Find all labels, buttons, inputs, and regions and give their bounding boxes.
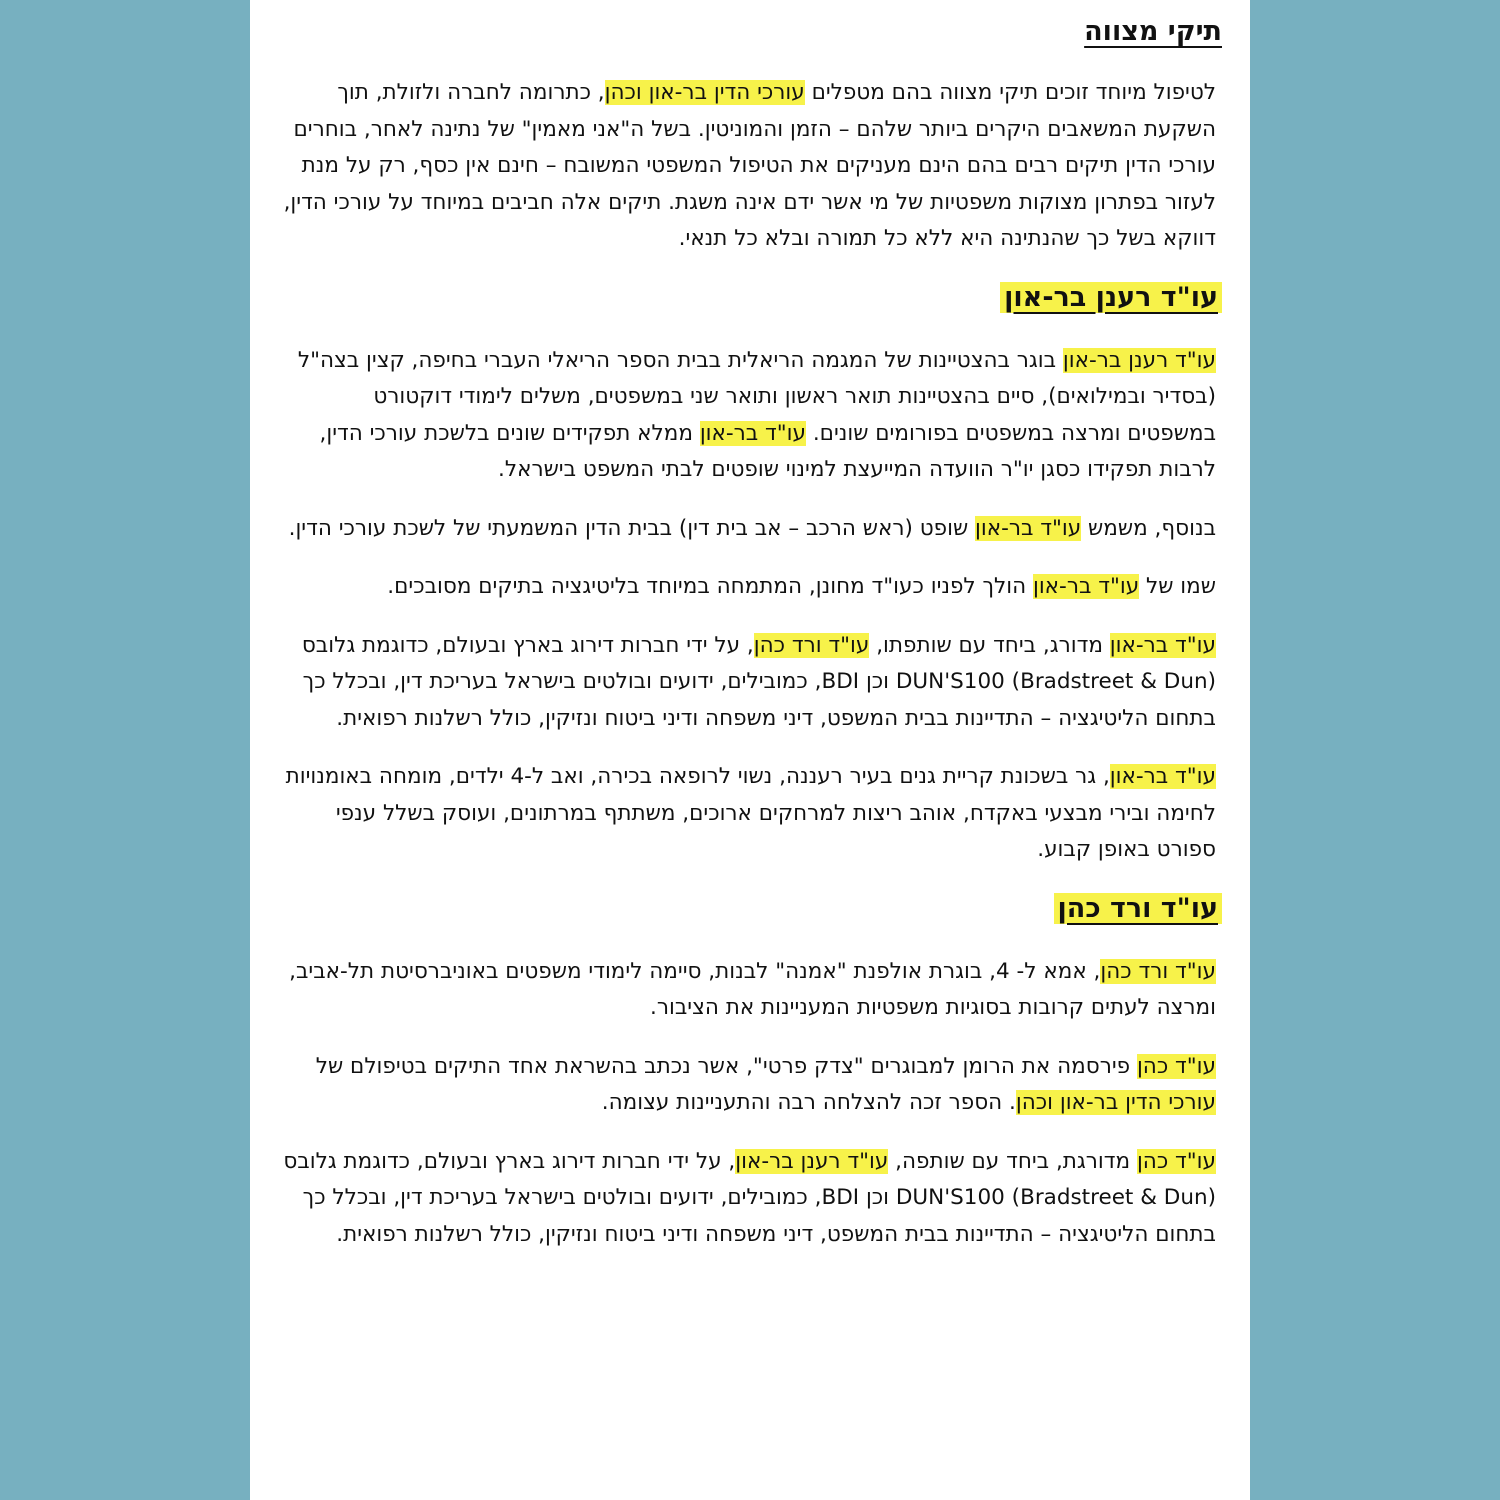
paragraph-text: בוגר בהצטיינות של המגמה הריאלית בבית הספר הריאלי העברי בחיפה, קצין בצה"ל (בסדיר ובמילואים), סיים בהצטיינות תואר ראשון ותואר שני במשפטים, משלים לימודי דוקטורט במשפטים ומרצה במשפטים בפורומים שונים. (297, 347, 1216, 446)
rating-company-name: DUN'S100 (Bradstreet & Dun) (895, 669, 1216, 694)
paragraph-text: שמו של (1139, 574, 1216, 599)
document-page (250, 0, 1250, 1500)
rating-company-name: DUN'S100 (Bradstreet & Dun) (895, 1185, 1216, 1210)
vered-paragraph-2 (278, 1049, 1222, 1122)
intro-text-1: לטיפול מיוחד זוכים תיקי מצווה בהם מטפלים (804, 80, 1216, 105)
raanan-paragraph-1 (278, 343, 1222, 489)
highlight-name: עו"ד כהן (1136, 1148, 1216, 1174)
paragraph-text: מדורג, ביחד עם שותפתו, (869, 632, 1110, 658)
vered-paragraph-3 (278, 1144, 1222, 1254)
paragraph-text: , אמא ל- 4, בוגרת אולפנת "אמנה" לבנות, סיימה לימודי משפטים באוניברסיטת תל-אביב, ומרצה לעתים קרובות בסוגיות משפטיות המעניינות את הציבור. (289, 958, 1216, 1020)
section-heading-vered-text: עו"ד ורד כהן (1054, 893, 1223, 924)
paragraph-text: , על ידי חברות דירוג בארץ ובעולם, כדוגמת גלובס (301, 632, 754, 658)
paragraph-text: מדורגת, ביחד עם שותפה, (888, 1148, 1137, 1174)
highlight-lawyers-names: עורכי הדין בר-און וכהן (604, 80, 805, 105)
vered-paragraph-1 (278, 954, 1222, 1027)
raanan-paragraph-2 (278, 511, 1222, 548)
paragraph-text: הולך לפניו כעו"ד מחונן, המתמחה במיוחד בליטיגציה בתיקים מסובכים. (387, 574, 1033, 599)
document-content (278, 16, 1222, 1275)
highlight-name: עו"ד כהן (1136, 1053, 1216, 1079)
paragraph-text: שופט (ראש הרכב – אב בית דין) בבית הדין המשמעתי של לשכת עורכי הדין. (288, 515, 976, 541)
highlight-name: עו"ד רענן בר-און (735, 1148, 889, 1174)
highlight-name: עו"ד רענן בר-און (1062, 347, 1216, 373)
paragraph-text: וכן BDI, כמובילים, ידועים ובולטים בישראל בעריכת דין, ובכלל כך בתחום הליטיגציה – התדיינות בבית המשפט, דיני משפחה ודיני ביטוח ונזיקין, כולל רשלנות רפואית. (302, 669, 1216, 731)
paragraph-text: ממלא תפקידים שונים בלשכת עורכי הדין, לרבות תפקידו כסגן יו"ר הוועדה המייעצת למינוי שופטים לבתי המשפט בישראל. (319, 420, 1216, 482)
raanan-paragraph-5 (278, 759, 1222, 869)
highlight-lawyers-names: עורכי הדין בר-און וכהן (1015, 1090, 1216, 1115)
section-heading-raanan (278, 282, 1222, 313)
intro-paragraph (278, 75, 1222, 258)
paragraph-text: , על ידי חברות דירוג בארץ ובעולם, כדוגמת גלובס (283, 1148, 736, 1174)
page-title: תיקי מצווה (1084, 16, 1222, 47)
highlight-name: עו"ד בר-און (699, 420, 807, 446)
highlight-name: עו"ד ורד כהן (753, 632, 870, 658)
paragraph-text: בנוסף, משמש (1081, 515, 1216, 541)
highlight-name: עו"ד בר-און (1109, 632, 1216, 658)
paragraph-text: , גר בשכונת קריית גנים בעיר רעננה, נשוי לרופאה בכירה, ואב ל-4 ילדים, מומחה באומנויות לחימה ובירי מבצעי באקדח, אוהב ריצות למרחקים ארוכים, משתתף במרתונים, ועוסק בשלל ענפי ספורט באופן קבוע. (285, 764, 1216, 862)
raanan-paragraph-3 (278, 569, 1222, 606)
intro-text-2: , כתרומה לחברה ולזולת, תוך השקעת המשאבים היקרים ביותר שלהם – הזמן והמוניטין. בשל ה"אני מאמין" של נתינה לאחר, בוחרים עורכי הדין תיקים רבים בהם הינם מעניקים את הטיפול המשפטי המשובח – חינם אין כסף, רק על מנת לעזור בפתרון מצוקות משפטיות של מי אשר ידם אינה משגת. תיקים אלה חביבים במיוחד על עורכי הדין, דווקא בשל כך שהנתינה היא ללא כל תמורה ובלא כל תנאי. (283, 80, 1216, 251)
paragraph-text: וכן BDI, כמובילים, ידועים ובולטים בישראל בעריכת דין, ובכלל כך בתחום הליטיגציה – התדיינות בבית המשפט, דיני משפחה ודיני ביטוח ונזיקין, כולל רשלנות רפואית. (302, 1185, 1216, 1247)
paragraph-text: פירסמה את הרומן למבוגרים "צדק פרטי", אשר נכתב בהשראת אחד התיקים בטיפולם של (315, 1053, 1137, 1079)
section-heading-raanan-text: עו"ד רענן בר-און (1000, 282, 1222, 313)
highlight-name: עו"ד בר-און (1032, 574, 1140, 599)
highlight-name: עו"ד ורד כהן (1100, 958, 1216, 984)
raanan-paragraph-4 (278, 628, 1222, 738)
highlight-name: עו"ד בר-און (975, 515, 1082, 541)
section-heading-vered (278, 893, 1222, 924)
paragraph-text: . הספר זכה להצלחה רבה והתעניינות עצומה. (601, 1090, 1016, 1115)
highlight-name: עו"ד בר-און (1109, 764, 1216, 789)
